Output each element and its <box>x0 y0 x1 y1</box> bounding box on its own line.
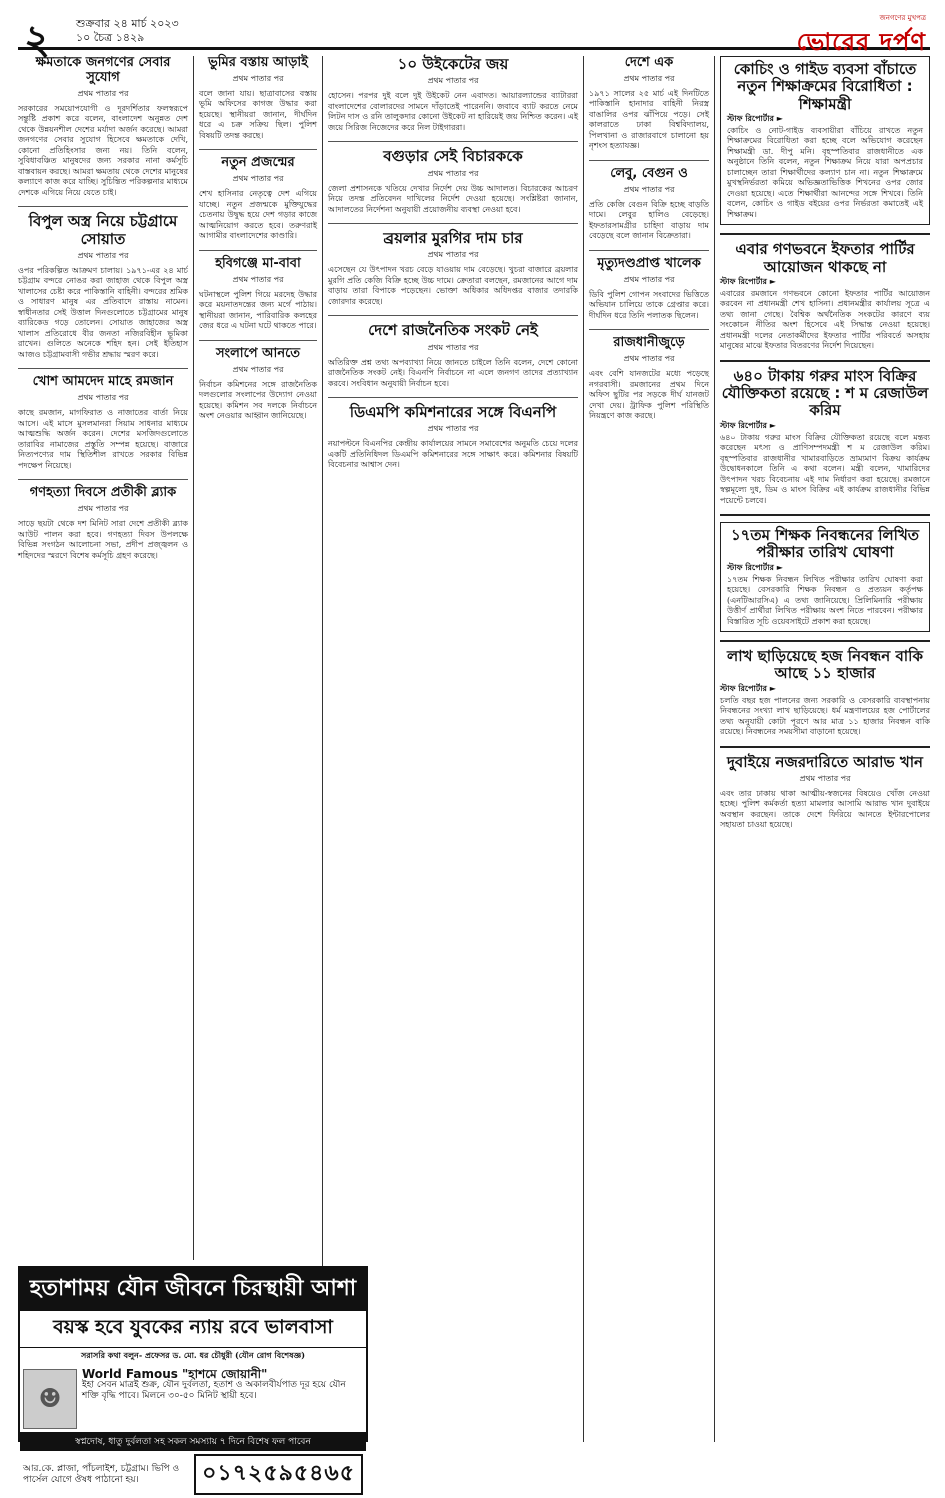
divider <box>328 397 578 398</box>
article-dateline: স্টাফ রিপোর্টার ► <box>727 561 783 572</box>
doctor-photo-icon: ☻ <box>23 1369 77 1429</box>
article <box>199 257 317 332</box>
article-boxed <box>720 522 930 632</box>
column-rule <box>322 56 323 1442</box>
article-body: ওপর পরিকল্পিত আক্রমণ চালায়। ১৯৭১-এর ২৪ মার্চ চট্টগ্রাম বন্দরে নোঙর করা জাহাজ থেকে বিপুল অস্ত্র খালাসের চেষ্টা করে পাকিস্তানি বাহিনী। বন্দরের শ্রমিক ও সাধারণ মানুষ এর প্রতিবাদে রাস্তায় নামেন। স্বাধীনতার সেই উত্তাল দিনগুলোতে চট্টগ্রামের মানুষ ব্যারিকেড গড়ে তোলেন। সোয়াত জাহাজের অস্ত্র খালাস প্রতিরোধে বীর জনতা নজিরবিহীন ভূমিকা রাখেন। গুলিতে অনেকে শহিদ হন। সেই ইতিহাস আজও চট্টগ্রামবাসী গভীর শ্রদ্ধায় স্মরণ করে। <box>18 265 188 359</box>
article <box>328 404 578 471</box>
article <box>589 257 709 321</box>
newspaper-logo: ভোরের দর্পণ <box>796 28 926 56</box>
divider <box>328 315 578 316</box>
article-body: সরকারের সময়োপযোগী ও দূরদর্শিতার ফলস্বরূপে সন্তুষ্টি প্রকাশ করে বলেন, বাংলাদেশ অনুন্নত দেশ থেকে উন্নয়নশীল দেশের মর্যাদা অর্জন করেছে। আমরা জনগণের সেবার সুযোগ হিসেবে ক্ষমতাকে দেখি, কোনো প্রতিহিংসার জন্য নয়। তিনি বলেন, সুবিধাবঞ্চিত মানুষদের জন্য সরকার নানা কর্মসূচি বাস্তবায়ন করছে। আমরা ক্ষমতায় থেকে দেশের মানুষের কল্যাণে কাজ করে যাচ্ছি। সুচিন্তিত পরিকল্পনার মাধ্যমে দেশকে এগিয়ে নিয়ে যেতে চাই। <box>18 103 189 197</box>
divider <box>589 329 709 330</box>
article <box>18 486 188 561</box>
ad-middle <box>20 1366 366 1432</box>
article-headline: ক্ষমতাকে জনগণের সেবার সুযোগ <box>35 55 171 85</box>
article-headline: খোশ আমদেদ মাহে রমজান <box>32 374 174 390</box>
article-body: ঘটনাস্থলে পুলিশ গিয়ে মরদেহ উদ্ধার করে ময়নাতদন্তের জন্য মর্গে পাঠায়। স্থানীয়রা জানান, পারিবারিক কলহের জের ধরে এ ঘটনা ঘটে থাকতে পারে। <box>199 289 317 331</box>
article-headline: সংলাপে আনতে <box>215 345 301 361</box>
date-gregorian: শুক্রবার ২৪ মার্চ ২০২৩ <box>76 17 179 30</box>
article-headline: লাখ ছাড়িয়েছে হজ নিবন্ধন বাকি আছে ১১ হাজার <box>727 647 923 683</box>
divider <box>18 368 188 369</box>
article-body: বলে জানা যায়। ছাত্রাবাসের বস্তায় ভূমি অফিসের কাগজ উদ্ধার করা হয়েছে। স্থানীয়রা জানান, দীর্ঘদিন ধরে এ চক্র সক্রিয় ছিল। পুলিশ বিষয়টি তদন্ত করছে। <box>199 88 317 140</box>
article <box>18 213 188 360</box>
ad-contact-line: সরাসরি কথা বলুন- প্রফেসর ড. মো. ধর চৌধুরী (যৌন রোগ বিশেষজ্ঞ) <box>81 1350 305 1360</box>
column-1 <box>18 56 188 1260</box>
article-headline: ডিএমপি কমিশনারের সঙ্গে বিএনপি <box>349 403 557 421</box>
article <box>720 241 930 352</box>
article-headline: বগুড়ার সেই বিচারককে <box>383 147 523 166</box>
article-headline: ৬৪০ টাকায় গরুর মাংস বিক্রির যৌক্তিকতা রয়েছে : শ ম রেজাউল করিম <box>721 366 929 420</box>
article-body: নির্বাচন কমিশনের সঙ্গে রাজনৈতিক দলগুলোর সংলাপের উদ্যোগ নেওয়া হয়েছে। কমিশন সব দলকে নির্বাচনে অংশ নেওয়ার আহ্বান জানিয়েছে। <box>199 379 317 421</box>
article-subhead: প্রথম পাতার পর <box>427 168 479 178</box>
divider <box>720 360 930 362</box>
article <box>328 56 578 133</box>
article-headline: নতুন প্রজন্মের <box>221 155 295 171</box>
article <box>328 148 578 215</box>
article-subhead: প্রথম পাতার পর <box>799 773 851 783</box>
divider <box>18 479 188 480</box>
article-body: জেলা প্রশাসনকে খতিয়ে দেখার নির্দেশ দেয় উচ্চ আদালত। বিচারকের আচরণ নিয়ে তদন্ত প্রতিবেদন দাখিলের নির্দেশ দেওয়া হয়েছে। সংশ্লিষ্টরা জানান, আদালতের নির্দেশনা অনুযায়ী প্রয়োজনীয় ব্যবস্থা নেওয়া হবে। <box>328 183 578 214</box>
article-body: হোসেন। পরপর দুই বলে দুই উইকেট নেন এবাদত। আয়ারল্যান্ডের ব্যাটাররা বাংলাদেশের বোলারদের সামনে দাঁড়াতেই পারেননি। জবাবে ব্যাট করতে নেমে লিটন দাস ও রনি তালুকদার কোনো উইকেট না হারিয়েই জয় নিশ্চিত করেন। এই জয়ে সিরিজ নিজেদের করে নিল টাইগাররা। <box>328 91 578 132</box>
article-body: ১৭তম শিক্ষক নিবন্ধন লিখিত পরীক্ষার তারিখ ঘোষণা করা হয়েছে। বেসরকারি শিক্ষক নিবন্ধন ও প্রত্যয়ন কর্তৃপক্ষ (এনটিআরসিএ) এ তথ্য জানিয়েছে। প্রিলিমিনারি পরীক্ষায় উত্তীর্ণ প্রার্থীরা লিখিত পরীক্ষায় অংশ নিতে পারবেন। পরীক্ষার বিস্তারিত সূচি ওয়েবসাইটে প্রকাশ করা হয়েছে। <box>727 574 923 626</box>
divider <box>720 640 930 642</box>
article-body: ডিবি পুলিশ গোপন সংবাদের ভিত্তিতে অভিযান চালিয়ে তাকে গ্রেপ্তার করে। দীর্ঘদিন ধরে তিনি পলাতক ছিলেন। <box>589 289 709 320</box>
article-headline: গণহত্যা দিবসে প্রতীকী ব্ল্যাক <box>29 485 177 501</box>
article-headline: দুবাইয়ে নজরদারিতে আরাভ খান <box>726 752 924 771</box>
article-subhead: প্রথম পাতার পর <box>427 342 479 352</box>
article-headline: হবিগঞ্জে মা-বাবা <box>215 255 301 271</box>
divider <box>328 141 578 142</box>
article <box>720 368 930 506</box>
article-headline: দেশে রাজনৈতিক সংকট নেই <box>368 321 538 340</box>
article-subhead: প্রথম পাতার পর <box>77 88 129 98</box>
article-subhead: প্রথম পাতার পর <box>232 73 284 83</box>
column-rule <box>714 56 715 1442</box>
article-subhead: প্রথম পাতার পর <box>77 504 129 514</box>
article-dateline: স্টাফ রিপোর্টার ► <box>727 112 783 123</box>
divider <box>199 340 317 341</box>
divider <box>720 746 930 748</box>
article-body: ৬৪০ টাকায় গরুর মাংস বিক্রির যৌক্তিকতা রয়েছে বলে মন্তব্য করেছেন মৎস্য ও প্রাণিসম্পদমন্ত্রী শ ম রেজাউল করিম। বৃহস্পতিবার রাজধানীর খামারবাড়িতে ভ্রাম্যমাণ বিক্রয় কার্যক্রম উদ্বোধনকালে তিনি এ কথা বলেন। মন্ত্রী বলেন, খামারিদের উৎপাদন খরচ বিবেচনায় এই দাম নির্ধারণ করা হয়েছে। রমজানে স্বল্পমূল্যে দুধ, ডিম ও মাংস বিক্রির এই কার্যক্রম রাজধানীর বিভিন্ন পয়েন্টে চলবে। <box>720 432 930 505</box>
article <box>199 156 317 241</box>
article-headline: ১০ উইকেটের জয় <box>397 55 509 73</box>
article-headline: রাজধানীজুড়ে <box>613 335 685 351</box>
divider <box>720 514 930 516</box>
article-headline: এবার গণভবনে ইফতার পার্টির আয়োজন থাকছে না <box>735 240 915 276</box>
article-dateline: স্টাফ রিপোর্টার ► <box>720 275 776 286</box>
divider <box>199 250 317 251</box>
article <box>589 56 709 152</box>
column-2 <box>199 56 317 1260</box>
article-dateline: স্টাফ রিপোর্টার ► <box>720 682 776 693</box>
divider <box>589 160 709 161</box>
ad-subheadline: বয়স্ক হবে যুবকের ন্যায় রবে ভালবাসা <box>20 1311 366 1348</box>
ad-phone-number: ০১৭২৫৯৫৪৬৫ <box>194 1454 363 1495</box>
column-rule <box>193 56 194 1260</box>
article-body: প্রতি কেজি বেগুন বিক্রি হচ্ছে বাড়তি দামে। লেবুর হালিও বেড়েছে। ইফতারসামগ্রীর চাহিদা বাড়ায় দাম বেড়েছে বলে জানান বিক্রেতারা। <box>589 199 709 241</box>
article-headline: ১৭তম শিক্ষক নিবন্ধনের লিখিত পরীক্ষার তারিখ ঘোষণা <box>730 526 920 562</box>
article-body: ১৯৭১ সালের ২৫ মার্চ এই দিনটিতে পাকিস্তানি হানাদার বাহিনী নিরস্ত্র বাঙালির ওপর ঝাঁপিয়ে পড়ে। সেই কালরাতে ঢাকা বিশ্ববিদ্যালয়, পিলখানা ও রাজারবাগে চালানো হয় নৃশংস হত্যাযজ্ঞ। <box>589 88 709 151</box>
ad-footer <box>20 1451 366 1498</box>
article-headline: লেবু, বেগুন ও <box>610 165 688 181</box>
newspaper-page <box>18 10 930 1486</box>
article-headline: ব্রয়লার মুরগির দাম চার <box>383 229 523 247</box>
article-subhead: প্রথম পাতার পর <box>623 354 675 364</box>
column-4 <box>589 56 709 1442</box>
article-headline: ভুমির বস্তায় আড়াই <box>208 55 308 70</box>
article <box>720 754 930 831</box>
date-block <box>76 17 179 45</box>
article <box>328 322 578 389</box>
article-subhead: প্রথম পাতার পর <box>232 174 284 184</box>
article-headline: কোচিং ও গাইড ব্যবসা বাঁচাতে নতুন শিক্ষাক্রমের বিরোধিতা : শিক্ষামন্ত্রী <box>733 60 917 113</box>
article <box>589 167 709 242</box>
column-3 <box>328 56 578 1442</box>
article <box>720 648 930 738</box>
article-body: নয়াপল্টনে বিএনপির কেন্দ্রীয় কার্যালয়ের সামনে সমাবেশের অনুমতি চেয়ে দলের একটি প্রতিনিধিদল ডিএমপি কমিশনারের সঙ্গে সাক্ষাৎ করে। কমিশনার বিষয়টি বিবেচনার আশ্বাস দেন। <box>328 439 578 470</box>
ad-description-block <box>77 1369 363 1429</box>
divider <box>589 250 709 251</box>
article-body: এবারের রমজানে গণভবনে কোনো ইফতার পার্টির আয়োজন করবেন না প্রধানমন্ত্রী শেখ হাসিনা। প্রধানমন্ত্রীর কার্যালয় সূত্রে এ তথ্য জানা গেছে। বৈশ্বিক অর্থনৈতিক সংকটের কারণে ব্যয় সংকোচন নীতির অংশ হিসেবে এই সিদ্ধান্ত নেওয়া হয়েছে। প্রধানমন্ত্রী দলের নেতাকর্মীদের ইফতার পার্টির পরিবর্তে অসহায় মানুষের মাঝে ইফতার বিতরণের নির্দেশ দিয়েছেন। <box>720 288 930 351</box>
article-subhead: প্রথম পাতার পর <box>232 364 284 374</box>
ad-address: আর.কে. প্লাজা, পাঁচলাইশ, চট্টগ্রাম। ভিপি ও পার্সেল যোগে ঔষধ পাঠানো হয়। <box>23 1463 180 1485</box>
article <box>328 230 578 307</box>
article-body: শেখ হাসিনার নেতৃত্বে দেশ এগিয়ে যাচ্ছে। নতুন প্রজন্মকে মুক্তিযুদ্ধের চেতনায় উদ্বুদ্ধ হয়ে দেশ গড়ার কাজে আত্মনিয়োগ করতে হবে। তরুণরাই আগামীর বাংলাদেশের কাণ্ডারি। <box>199 189 317 241</box>
article-body: কাছে রমজান, মাগফিরাত ও নাজাতের বার্তা নিয়ে আসে। এই মাসে মুসলমানরা সিয়াম সাধনার মাধ্যমে আত্মশুদ্ধি অর্জন করেন। দেশের মসজিদগুলোতে তারাবির নামাজের প্রস্তুতি সম্পন্ন হয়েছে। বাজারে নিত্যপণ্যের দাম স্থিতিশীল রাখতে সরকার বিভিন্ন পদক্ষেপ নিয়েছে। <box>18 408 188 470</box>
ad-strip: স্বপ্নদোষ, ধাতু দুর্বলতা সহ সকল সমস্যায় ৭ দিনে বিশেষ ফল পাবেন <box>20 1432 366 1451</box>
article <box>18 56 188 198</box>
article-subhead: প্রথম পাতার পর <box>623 184 675 194</box>
ad-description: ইহা সেবন মাত্রই শুক্র, যৌন দুর্বলতা, হতাশ ও অকালবীর্যপাত দূর হয়ে যৌন শক্তি বৃদ্ধি পাবে। মিলনে ৩০-৫০ মিনিট স্থায়ী হবে। <box>82 1380 346 1401</box>
article-boxed <box>720 56 930 225</box>
advertisement <box>18 1266 368 1486</box>
article <box>199 56 317 141</box>
article <box>18 375 188 471</box>
article-body: এসেছেন যে উৎপাদন খরচ বেড়ে যাওয়ায় দাম বেড়েছে। খুচরা বাজারে ব্রয়লার মুরগি প্রতি কেজি বিক্রি হচ্ছে উচ্চ দামে। ক্রেতারা বলছেন, রমজানের আগে দাম বাড়ায় তারা বিপাকে পড়েছেন। ভোক্তা অধিকার অধিদপ্তর বাজার তদারকি জোরদার করেছে। <box>328 265 578 306</box>
article-body: এবং তার ঢাকায় থাকা আত্মীয়-স্বজনের বিষয়েও খোঁজ নেওয়া হচ্ছে। পুলিশ কর্মকর্তা হত্যা মামলার আসামি আরাভ খান দুবাইয়ে অবস্থান করছেন। তাকে দেশে ফিরিয়ে আনতে ইন্টারপোলের সহায়তা চাওয়া হয়েছে। <box>720 788 930 830</box>
article-body: সাড়ে ছয়টা থেকে দশ মিনিট সারা দেশে প্রতীকী ব্ল্যাক আউট পালন করা হবে। গণহত্যা দিবস উপলক্ষে বিভিন্ন সংগঠন আলোচনা সভা, প্রদীপ প্রজ্জ্বলন ও শহিদদের স্মরণে বিশেষ কর্মসূচি গ্রহণ করেছে। <box>18 519 188 560</box>
article-subhead: প্রথম পাতার পর <box>623 73 675 83</box>
article-body: কোচিং ও নোট-গাইড ব্যবসায়ীরা বাঁচিয়ে রাখতে নতুন শিক্ষাক্রমের বিরোধিতা করা হচ্ছে বলে অভিযোগ করেছেন শিক্ষামন্ত্রী ডা. দীপু মনি। বৃহস্পতিবার রাজধানীতে এক অনুষ্ঠানে তিনি বলেন, নতুন শিক্ষাক্রম নিয়ে যারা অপপ্রচার চালাচ্ছেন তারা শিক্ষার্থীদের কল্যাণ চান না। নতুন শিক্ষাক্রমে মুখস্থনির্ভরতা কমিয়ে অভিজ্ঞতাভিত্তিক শিখনের ওপর জোর দেওয়া হয়েছে। এতে শিক্ষার্থীরা আনন্দের সঙ্গে শিখবে। তিনি বলেন, কোচিং ও গাইড বইয়ের ওপর নির্ভরতা কমাতেই এই শিক্ষাক্রম। <box>727 125 923 219</box>
ad-headline: হতাশাময় যৌন জীবনে চিরস্থায়ী আশা <box>20 1268 366 1311</box>
column-right <box>720 56 930 1442</box>
article-subhead: প্রথম পাতার পর <box>427 424 479 434</box>
ad-product-name: World Famous "হাশমে জোয়ানী" <box>82 1367 268 1381</box>
article <box>199 347 317 422</box>
article-body: অতিরিক্ত প্রশ্ন তথ্য অপব্যাখ্যা নিয়ে জানতে চাইলে তিনি বলেন, দেশে কোনো রাজনৈতিক সংকট নেই। বিএনপি নির্বাচনে না এলে জনগণ তাদের প্রত্যাখ্যান করবে। সংবিধান অনুযায়ী নির্বাচন হবে। <box>328 357 578 388</box>
article-dateline: স্টাফ রিপোর্টার ► <box>720 419 776 430</box>
article-body: চলতি বছর হজ পালনের জন্য সরকারি ও বেসরকারি ব্যবস্থাপনায় নিবন্ধনের সংখ্যা লাখ ছাড়িয়েছে। ধর্ম মন্ত্রণালয়ের হজ পোর্টালের তথ্য অনুযায়ী কোটা পূরণে আর মাত্র ১১ হাজার নিবন্ধন বাকি রয়েছে। নিবন্ধনের সময়সীমা বাড়ানো হয়েছে। <box>720 695 930 736</box>
article-subhead: প্রথম পাতার পর <box>232 274 284 284</box>
column-rule <box>583 56 584 1442</box>
divider <box>720 233 930 235</box>
article-subhead: প্রথম পাতার পর <box>77 393 129 403</box>
article-subhead: প্রথম পাতার পর <box>427 250 479 260</box>
article <box>589 336 709 421</box>
article-subhead: প্রথম পাতার পর <box>623 274 675 284</box>
divider <box>18 206 188 207</box>
logo-tagline: জনগণের মুখপত্র <box>879 14 926 22</box>
date-bangla: ১০ চৈত্র ১৪২৯ <box>76 31 145 44</box>
article-body: এবং বেশি যানজটের মধ্যে পড়েছে নগরবাসী। রমজানের প্রথম দিনে অফিস ছুটির পর সড়কে দীর্ঘ যানজট দেখা দেয়। ট্রাফিক পুলিশ পরিস্থিতি নিয়ন্ত্রণে কাজ করছে। <box>589 369 709 421</box>
divider <box>199 149 317 150</box>
article-headline: মৃত্যুদণ্ডপ্রাপ্ত খালেক <box>597 255 701 271</box>
page-number: ২ <box>24 17 51 63</box>
article-subhead: প্রথম পাতার পর <box>77 250 129 260</box>
article-headline: দেশে এক <box>624 55 674 70</box>
divider <box>328 223 578 224</box>
article-headline: বিপুল অস্ত্র নিয়ে চট্টগ্রামে সোয়াত <box>28 212 178 248</box>
article-subhead: প্রথম পাতার পর <box>427 76 479 86</box>
